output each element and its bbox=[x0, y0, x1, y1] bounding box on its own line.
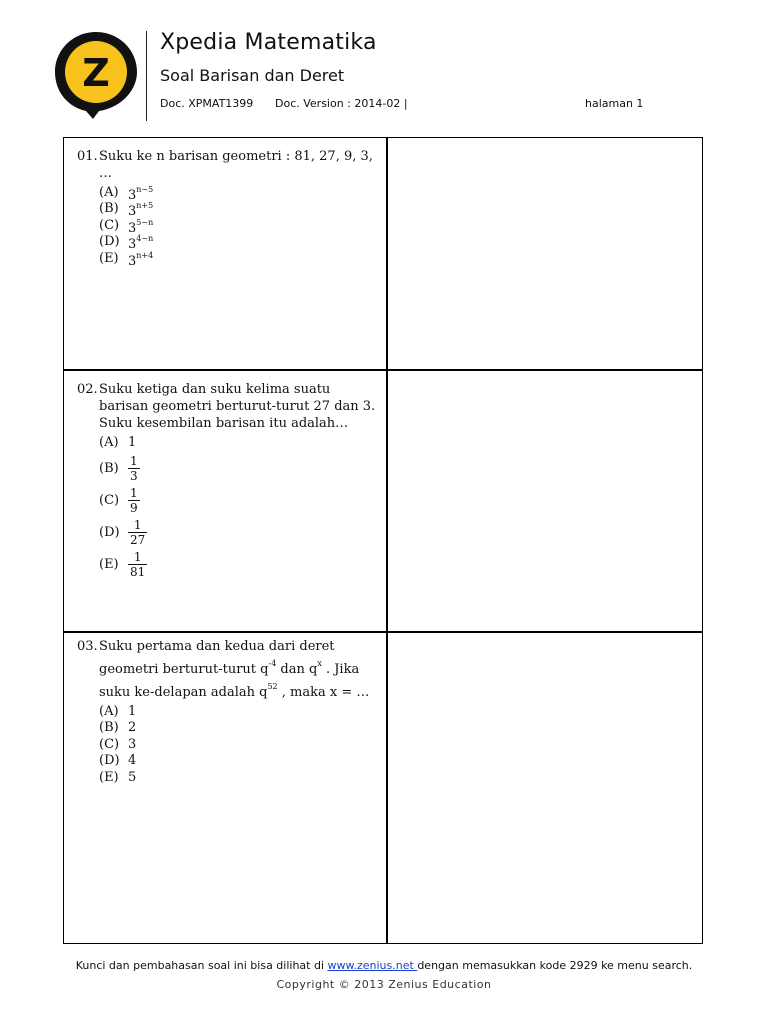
options-list bbox=[99, 184, 377, 267]
option-label: (B) bbox=[99, 720, 119, 736]
option-label: (A) bbox=[99, 184, 119, 200]
option-e bbox=[99, 250, 377, 267]
option-value: 1 bbox=[128, 703, 137, 719]
question-number: 01. bbox=[77, 149, 98, 164]
question-1 bbox=[77, 148, 377, 267]
question-stem: Suku ke n barisan geometri : 81, 27, 9, 3, … bbox=[99, 149, 373, 181]
option-e bbox=[99, 769, 377, 786]
question-stem: Suku pertama dan kedua dari deret geometri berturut-turut $q^{-4}$ dan $q^x$ . Jika suku ke-delapan adalah $q^{52}$ , maka x = … bbox=[99, 639, 370, 700]
option-label: (D) bbox=[99, 753, 120, 769]
option-label: (B) bbox=[99, 201, 119, 217]
option-c bbox=[99, 486, 377, 515]
option-c bbox=[99, 736, 377, 753]
option-label: (B) bbox=[99, 461, 119, 476]
page-subtitle: Soal Barisan dan Deret bbox=[160, 66, 345, 85]
option-label: (C) bbox=[99, 736, 120, 752]
option-d bbox=[99, 753, 377, 770]
option-label: (D) bbox=[99, 234, 120, 250]
row-divider bbox=[64, 631, 702, 633]
option-label: (D) bbox=[99, 525, 120, 540]
option-label: (C) bbox=[99, 493, 120, 508]
footer-note bbox=[0, 959, 768, 972]
option-label: (C) bbox=[99, 217, 120, 233]
question-grid bbox=[63, 137, 703, 944]
option-d bbox=[99, 518, 377, 547]
row-divider bbox=[64, 369, 702, 371]
option-fraction: $\frac{1}{81}$ bbox=[130, 550, 146, 579]
option-value: $3^{n+4}$ bbox=[128, 250, 154, 269]
option-value: $3^{4-n}$ bbox=[128, 234, 154, 253]
option-value: 4 bbox=[128, 753, 137, 769]
page-number: halaman 1 bbox=[585, 97, 644, 110]
option-e bbox=[99, 550, 377, 579]
logo-letter: Z bbox=[82, 51, 110, 95]
option-label: (A) bbox=[99, 435, 119, 450]
question-number: 03. bbox=[77, 639, 98, 654]
option-label: (E) bbox=[99, 769, 119, 785]
option-value: 3 bbox=[128, 736, 137, 752]
option-value: 5 bbox=[128, 769, 137, 785]
option-value: 2 bbox=[128, 720, 137, 736]
option-value: $3^{n-5}$ bbox=[128, 184, 154, 203]
zenius-link[interactable]: www.zenius.net bbox=[327, 959, 418, 972]
option-b bbox=[99, 454, 377, 483]
option-fraction: $\frac{1}{3}$ bbox=[130, 454, 138, 483]
option-value: $3^{5-n}$ bbox=[128, 217, 154, 236]
option-fraction: $\frac{1}{27}$ bbox=[130, 518, 146, 547]
page-title: Xpedia Matematika bbox=[160, 30, 377, 55]
option-a bbox=[99, 434, 377, 451]
option-label: (E) bbox=[99, 557, 119, 572]
question-3 bbox=[77, 638, 377, 786]
copyright: Copyright © 2013 Zenius Education bbox=[276, 978, 492, 991]
option-b bbox=[99, 720, 377, 737]
option-a bbox=[99, 703, 377, 720]
options-list bbox=[99, 703, 377, 786]
option-label: (A) bbox=[99, 703, 119, 719]
options-list bbox=[99, 434, 377, 579]
option-label: (E) bbox=[99, 250, 119, 266]
header-divider bbox=[146, 31, 147, 121]
option-value: 1 bbox=[128, 435, 137, 450]
option-fraction: $\frac{1}{9}$ bbox=[130, 486, 138, 515]
option-value: $3^{n+5}$ bbox=[128, 201, 154, 220]
footer-text-before: Kunci dan pembahasan soal ini bisa dilihat di bbox=[75, 959, 328, 972]
question-stem: Suku ketiga dan suku kelima suatu barisan geometri berturut-turut 27 dan 3. Suku kesembilan barisan itu adalah… bbox=[99, 382, 376, 431]
doc-number: Doc. XPMAT1399 bbox=[160, 97, 254, 110]
question-number: 02. bbox=[77, 382, 98, 397]
doc-version: Doc. Version : 2014-02 | bbox=[275, 97, 408, 110]
question-2 bbox=[77, 381, 377, 582]
column-divider bbox=[386, 138, 388, 943]
footer-text-after: dengan memasukkan kode 2929 ke menu search. bbox=[417, 959, 693, 972]
zenius-logo bbox=[53, 30, 139, 120]
